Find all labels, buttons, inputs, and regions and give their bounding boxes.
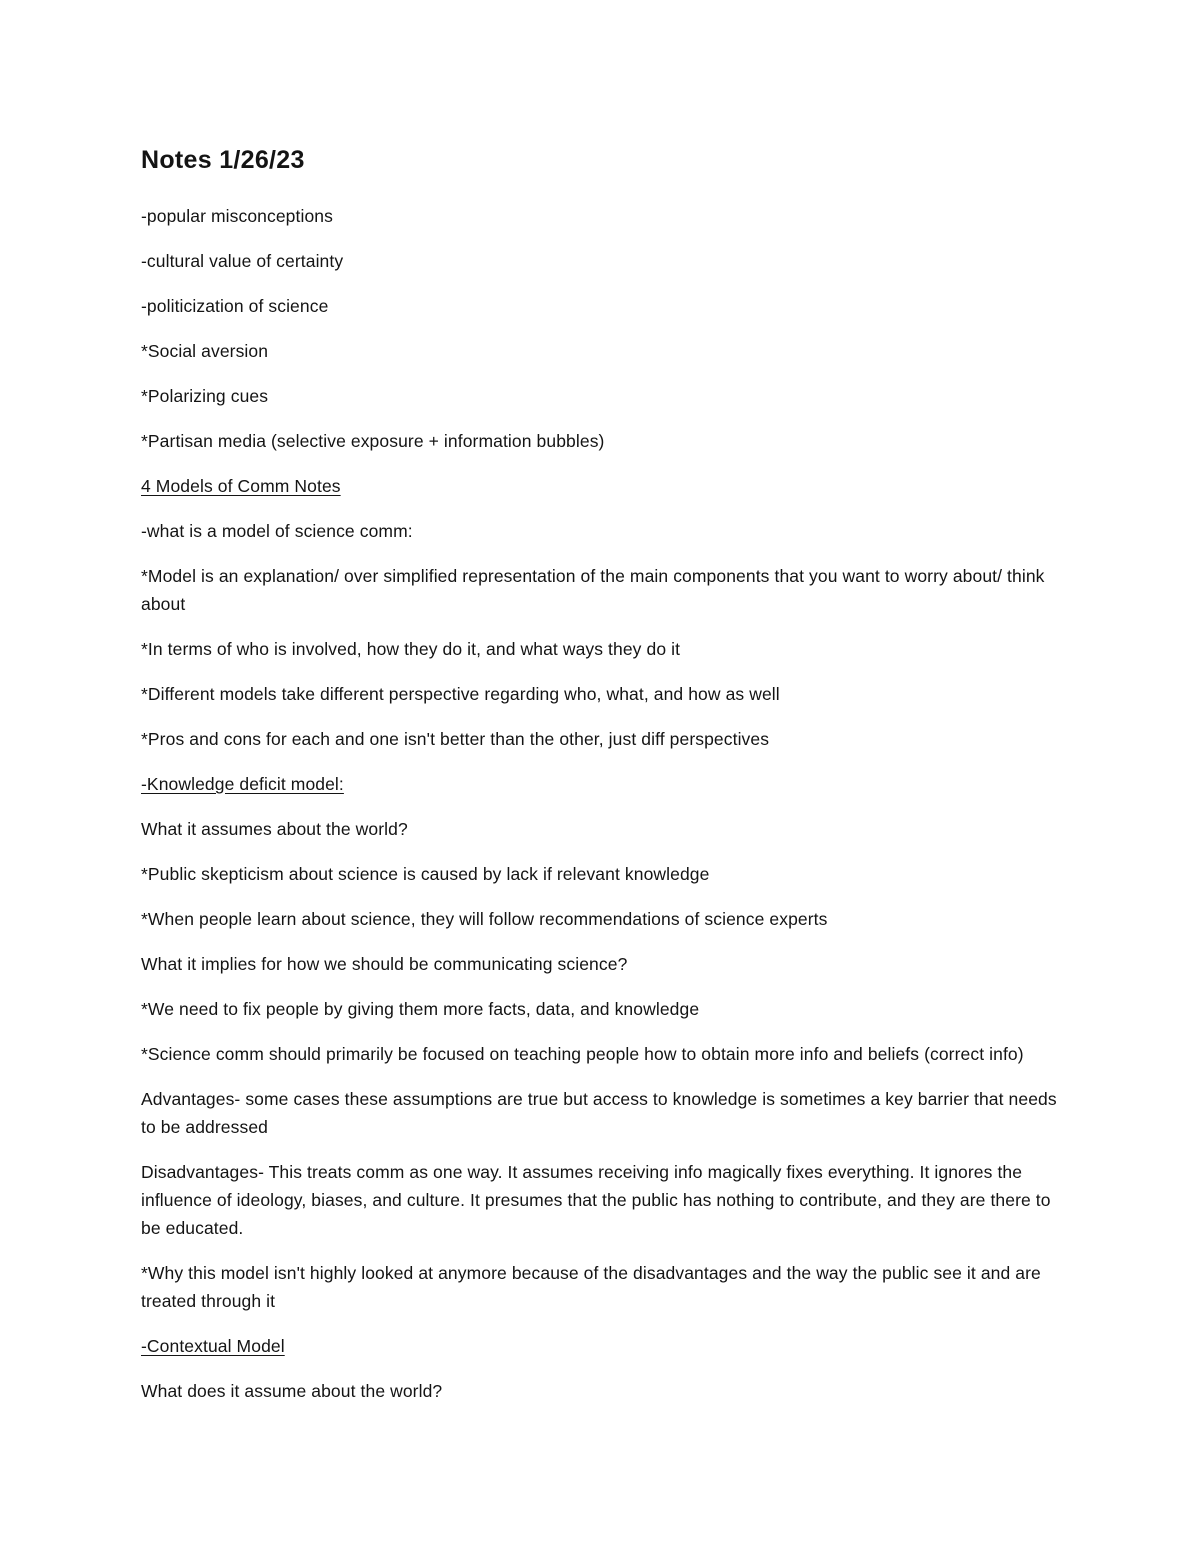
- note-line: What it implies for how we should be communicating science?: [141, 954, 628, 974]
- note-line: *In terms of who is involved, how they do it, and what ways they do it: [141, 639, 681, 659]
- section-heading: [141, 1332, 1061, 1360]
- note-line: *Different models take different perspective regarding who, what, and how as well: [141, 684, 780, 704]
- note-line: What it assumes about the world?: [141, 819, 408, 839]
- note-line: What does it assume about the world?: [141, 1381, 443, 1401]
- note-line: *Polarizing cues: [141, 386, 269, 406]
- note-line: -cultural value of certainty: [141, 251, 344, 271]
- note-line: *Science comm should primarily be focused on teaching people how to obtain more info and beliefs (correct info): [141, 1044, 1024, 1064]
- section-heading-text: -Knowledge deficit model:: [141, 774, 344, 794]
- note-line: *Why this model isn't highly looked at anymore because of the disadvantages and the way the public see it and are treated through it: [141, 1263, 1041, 1311]
- notes-body: [141, 202, 1061, 1405]
- note-line: *Pros and cons for each and one isn't better than the other, just diff perspectives: [141, 729, 770, 749]
- note-line: -what is a model of science comm:: [141, 521, 413, 541]
- note-line: *Partisan media (selective exposure + information bubbles): [141, 431, 605, 451]
- section-heading-text: 4 Models of Comm Notes: [141, 476, 341, 496]
- note-line: *We need to fix people by giving them more facts, data, and knowledge: [141, 999, 700, 1019]
- note-line: *Social aversion: [141, 341, 269, 361]
- page-title: Notes 1/26/23: [141, 146, 305, 174]
- note-line: Disadvantages- This treats comm as one way. It assumes receiving info magically fixes everything. It ignores the influence of ideology, biases, and culture. It presumes that the public has nothing to contribute, and they are there to be educated.: [141, 1162, 1051, 1238]
- section-heading-text: -Contextual Model: [141, 1336, 285, 1356]
- note-line: *Model is an explanation/ over simplified representation of the main components that you want to worry about/ think about: [141, 566, 1045, 614]
- note-line: Advantages- some cases these assumptions are true but access to knowledge is sometimes a key barrier that needs to be addressed: [141, 1089, 1057, 1137]
- note-line: *When people learn about science, they will follow recommendations of science experts: [141, 909, 828, 929]
- section-heading: [141, 472, 1061, 500]
- note-line: -politicization of science: [141, 296, 329, 316]
- section-heading: [141, 770, 1061, 798]
- note-line: *Public skepticism about science is caused by lack if relevant knowledge: [141, 864, 710, 884]
- document-page: [141, 138, 1061, 1422]
- note-line: -popular misconceptions: [141, 206, 333, 226]
